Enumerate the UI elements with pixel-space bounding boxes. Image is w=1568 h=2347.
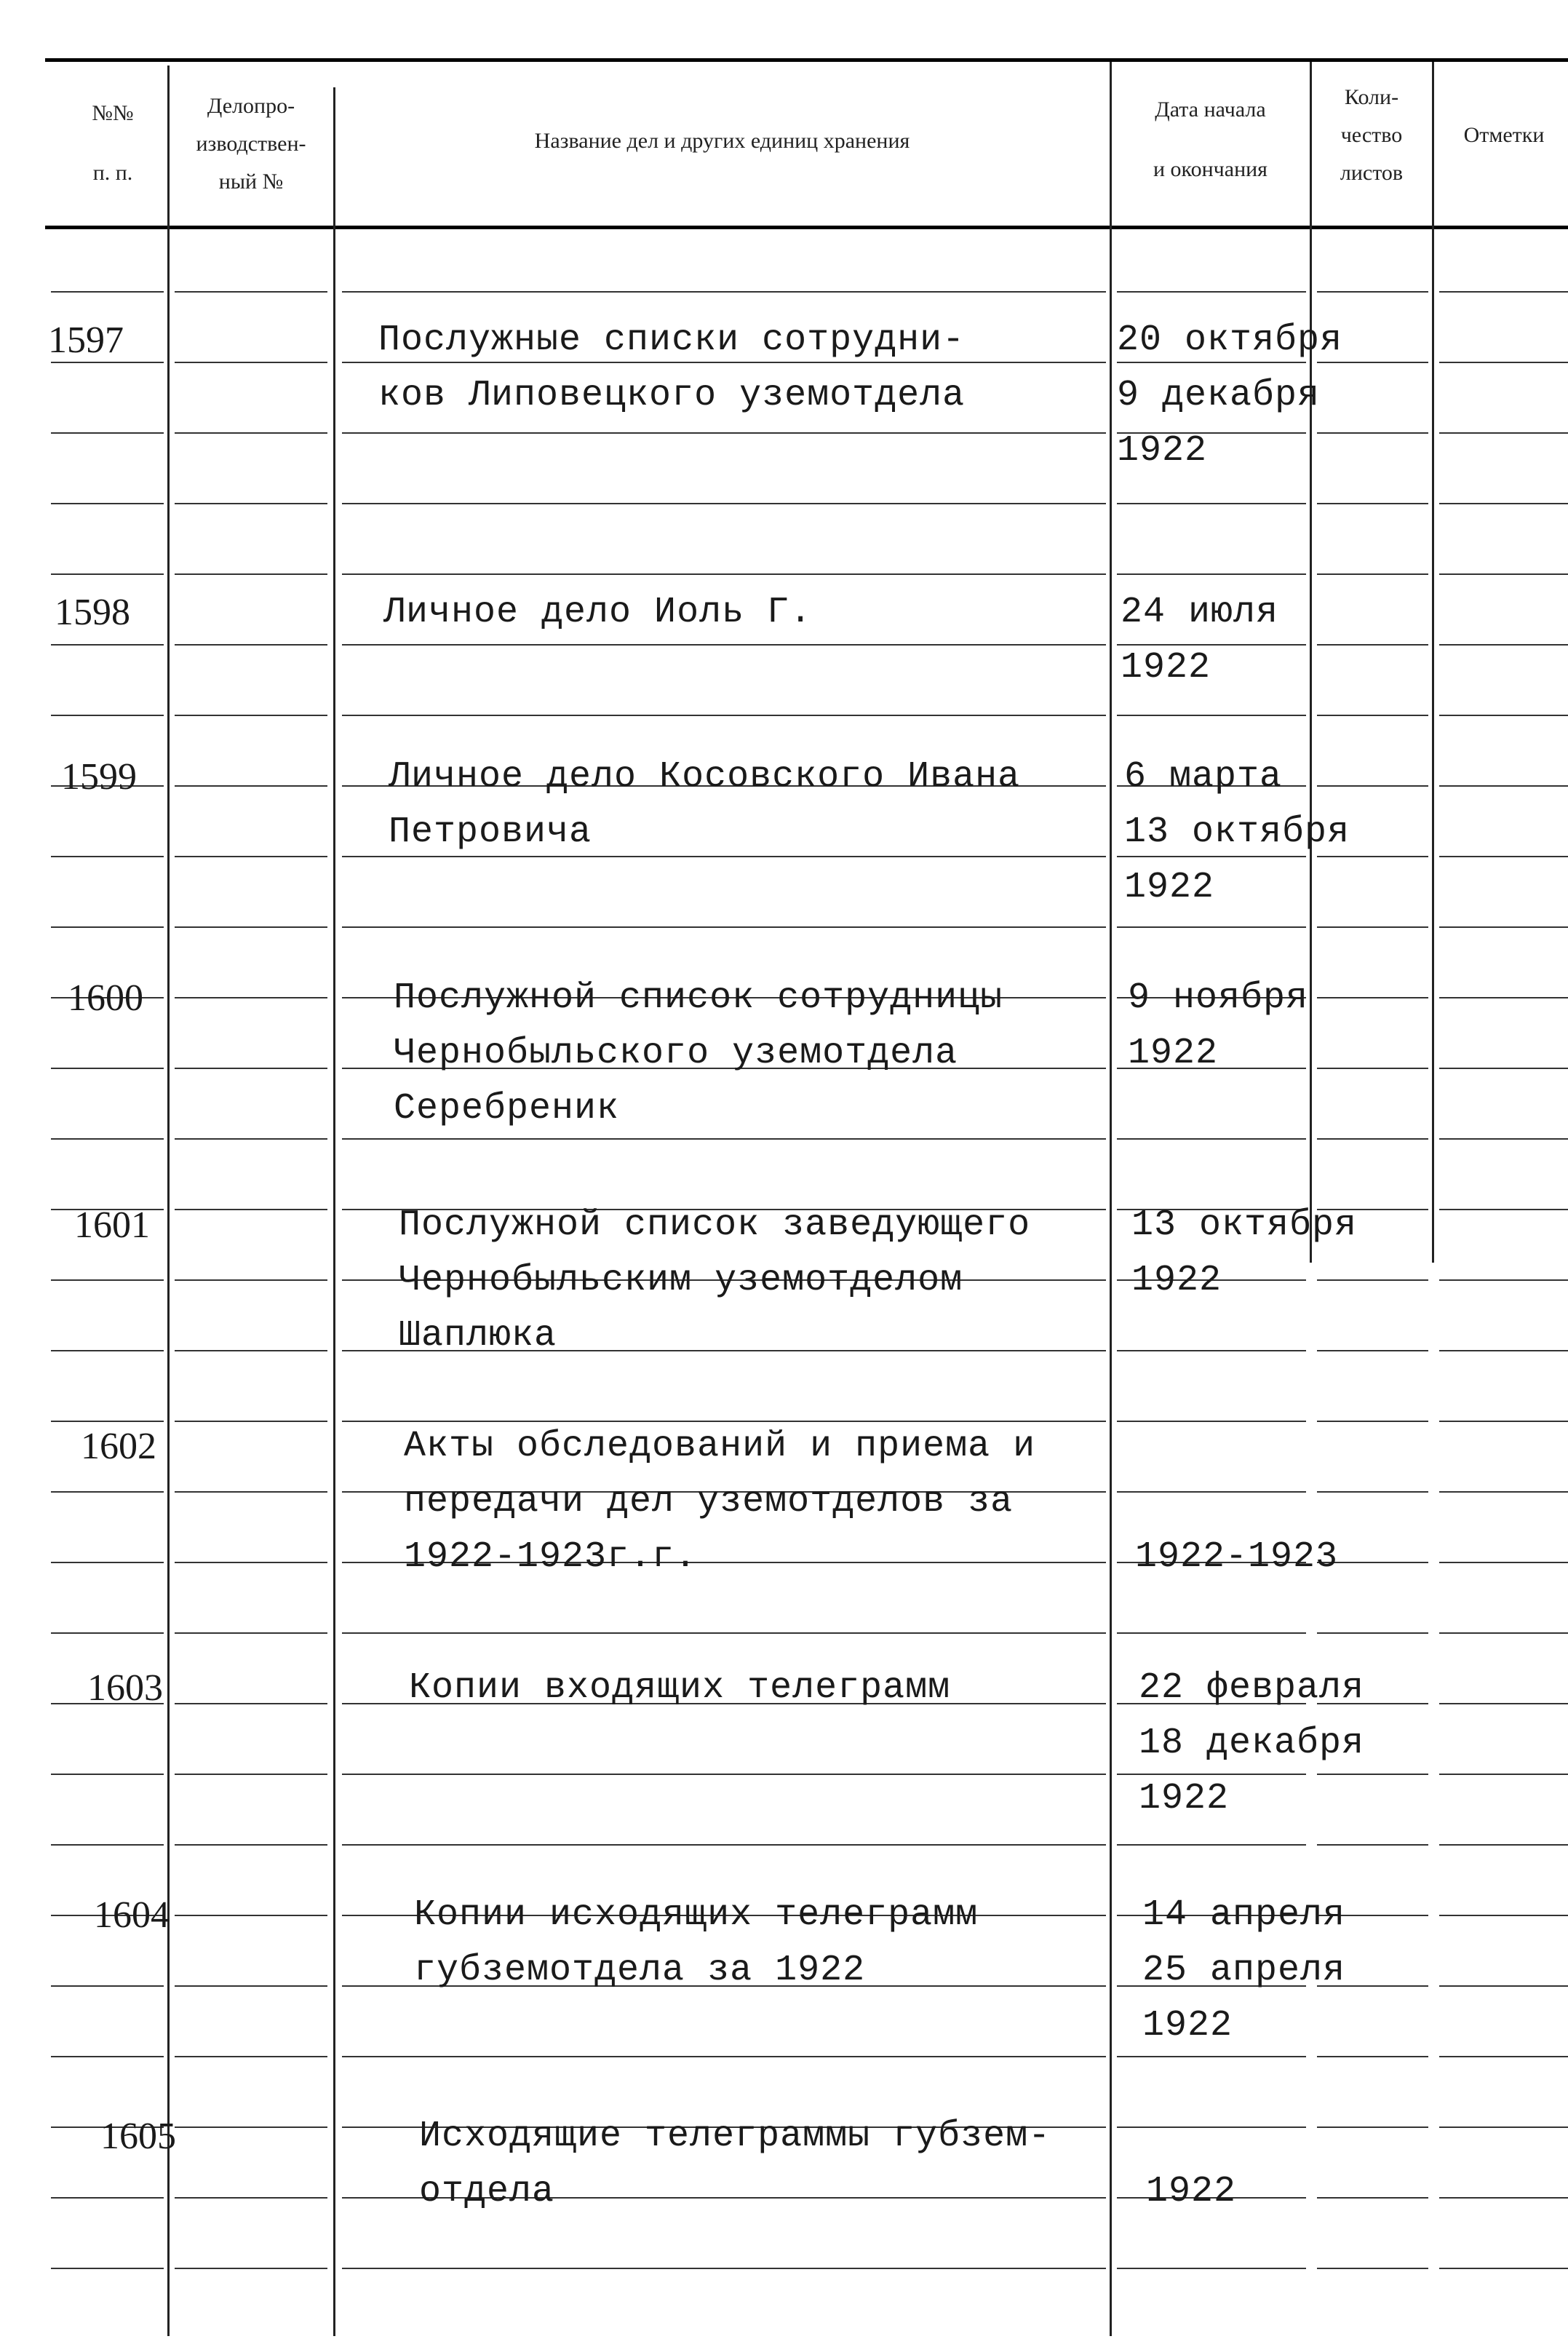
header-sheets	[1311, 79, 1432, 192]
ruled-line	[1439, 1138, 1568, 1140]
header-dates-line: Дата начала	[1155, 98, 1266, 122]
header-top-rule	[45, 58, 1568, 62]
ruled-line	[175, 1491, 327, 1493]
ruled-line	[175, 715, 327, 716]
ruled-line	[175, 1279, 327, 1281]
header-dates-line: и окончания	[1153, 157, 1267, 181]
ruled-line	[51, 1279, 164, 1281]
ruled-line	[51, 926, 164, 928]
ruled-line	[342, 926, 1106, 928]
header-sheets-line: чество	[1340, 123, 1403, 147]
ruled-line	[1317, 2197, 1428, 2199]
ruled-line	[1439, 1774, 1568, 1775]
entry-date-line: 13 октября	[1131, 1204, 1358, 1246]
entry-title-line: 1922-1923г.г.	[404, 1536, 698, 1578]
ruled-line	[1117, 2056, 1306, 2057]
entry-number: 1604	[94, 1894, 170, 1936]
ruled-line	[1439, 926, 1568, 928]
ruled-line	[175, 1844, 327, 1846]
ruled-line	[1439, 1421, 1568, 1422]
ruled-line	[175, 291, 327, 293]
column-divider	[167, 65, 170, 2336]
ruled-line	[342, 1138, 1106, 1140]
entry-date-line: 18 декабря	[1139, 1723, 1365, 1764]
ruled-line	[175, 856, 327, 857]
ruled-line	[1439, 1703, 1568, 1704]
ruled-line	[1317, 2056, 1428, 2057]
entry-date-line: 1922-1923	[1135, 1536, 1339, 1578]
ruled-line	[175, 2126, 327, 2128]
entry-title-line: Серебреник	[394, 1088, 620, 1129]
entry-number: 1597	[48, 319, 124, 361]
column-divider	[1432, 62, 1434, 1263]
ruled-line	[1317, 1844, 1428, 1846]
ruled-line	[1439, 1985, 1568, 1987]
ruled-line	[51, 2197, 164, 2199]
ruled-line	[1439, 291, 1568, 293]
ruled-line	[1317, 1279, 1428, 1281]
header-number-line: п. п.	[92, 161, 133, 185]
ruled-line	[175, 1562, 327, 1563]
ruled-line	[51, 856, 164, 857]
ruled-line	[1117, 2268, 1306, 2269]
entry-date-line: 9 декабря	[1117, 375, 1321, 416]
entry-title-line: Петровича	[389, 811, 592, 853]
entry-title-line: Чернобыльским уземотделом	[399, 1260, 963, 1301]
ruled-line	[175, 785, 327, 787]
entry-date-line: 22 февраля	[1139, 1667, 1365, 1709]
ruled-line	[1117, 1632, 1306, 1634]
column-divider	[1310, 62, 1312, 1263]
entry-title-line: Личное дело Иоль Г.	[383, 592, 813, 633]
ruled-line	[175, 1985, 327, 1987]
ruled-line	[1117, 715, 1306, 716]
ruled-line	[1117, 2126, 1306, 2128]
entry-title-line: Послужные списки сотрудни-	[378, 319, 966, 361]
ruled-line	[342, 291, 1106, 293]
ruled-line	[1317, 1491, 1428, 1493]
entry-date-line: 1922	[1131, 1260, 1222, 1301]
header-sheets-line: Коли-	[1344, 85, 1399, 109]
ruled-line	[51, 715, 164, 716]
ruled-line	[1439, 1915, 1568, 1916]
entry-date-line: 1922	[1142, 2005, 1233, 2046]
ruled-line	[175, 926, 327, 928]
ruled-line	[175, 1350, 327, 1351]
header-number	[58, 95, 167, 192]
ruled-line	[175, 2197, 327, 2199]
entry-date-line: 1922	[1128, 1033, 1219, 1074]
ruled-line	[175, 1915, 327, 1916]
header-notes: Отметки	[1463, 123, 1545, 147]
ruled-line	[1317, 715, 1428, 716]
ruled-line	[175, 1209, 327, 1210]
ruled-line	[1117, 573, 1306, 575]
ruled-line	[1439, 2126, 1568, 2128]
ruled-line	[175, 1138, 327, 1140]
ruled-line	[175, 362, 327, 363]
header-office-line: Делопро-	[207, 94, 295, 118]
ruled-line	[1317, 573, 1428, 575]
ruled-line	[175, 1421, 327, 1422]
entry-number: 1603	[87, 1667, 163, 1709]
header-office-line: ный №	[218, 170, 284, 194]
entry-title-line: Копии исходящих телеграмм	[414, 1894, 979, 1936]
ruled-line	[1439, 785, 1568, 787]
ruled-line	[1117, 1421, 1306, 1422]
ruled-line	[51, 1844, 164, 1846]
ruled-line	[1117, 1350, 1306, 1351]
ruled-line	[1439, 1844, 1568, 1846]
ruled-line	[1317, 997, 1428, 998]
ruled-line	[1117, 1844, 1306, 1846]
ruled-line	[342, 1774, 1106, 1775]
ruled-line	[342, 644, 1106, 646]
ruled-line	[1317, 2126, 1428, 2128]
ruled-line	[175, 1703, 327, 1704]
ruled-line	[1317, 432, 1428, 434]
ruled-line	[1117, 291, 1306, 293]
entry-date-line: 20 октября	[1117, 319, 1343, 361]
ruled-line	[342, 432, 1106, 434]
ruled-line	[342, 573, 1106, 575]
ruled-line	[1439, 1350, 1568, 1351]
entry-title-line: передачи дел уземотделов за	[404, 1481, 1014, 1522]
entry-number: 1605	[100, 2116, 176, 2157]
header-title: Название дел и других единиц хранения	[534, 129, 910, 153]
entry-number: 1602	[81, 1426, 156, 1467]
ruled-line	[51, 1350, 164, 1351]
entry-title-line: Акты обследований и приема и	[404, 1426, 1036, 1467]
entry-number: 1600	[68, 977, 143, 1019]
ruled-line	[342, 2056, 1106, 2057]
ruled-line	[175, 503, 327, 504]
entry-date-line: 1922	[1124, 867, 1215, 908]
ruled-line	[1317, 2268, 1428, 2269]
ruled-line	[1317, 1138, 1428, 1140]
entry-date-line: 14 апреля	[1142, 1894, 1346, 1936]
ruled-line	[175, 997, 327, 998]
entry-date-line: 9 ноября	[1128, 977, 1309, 1019]
ruled-line	[1439, 1632, 1568, 1634]
ruled-line	[1439, 573, 1568, 575]
entry-title-line: Исходящие телеграммы губзем-	[419, 2116, 1051, 2157]
ruled-line	[1317, 1421, 1428, 1422]
entry-title-line: Копии входящих телеграмм	[409, 1667, 951, 1709]
header-bottom-rule	[45, 226, 1568, 229]
ruled-line	[1317, 926, 1428, 928]
ruled-line	[175, 1774, 327, 1775]
ruled-line	[51, 1491, 164, 1493]
ruled-line	[1439, 1279, 1568, 1281]
entry-date-line: 24 июля	[1121, 592, 1279, 633]
entry-title-line: отдела	[419, 2171, 555, 2212]
entry-number: 1601	[74, 1204, 150, 1246]
entry-date-line: 25 апреля	[1142, 1950, 1346, 1991]
entry-date-line: 1922	[1139, 1778, 1230, 1819]
entry-title-line: губземотдела за 1922	[414, 1950, 866, 1991]
ruled-line	[1317, 1774, 1428, 1775]
ruled-line	[1439, 2268, 1568, 2269]
ruled-line	[51, 291, 164, 293]
ruled-line	[1317, 291, 1428, 293]
ruled-line	[1317, 1632, 1428, 1634]
ruled-line	[175, 573, 327, 575]
header-sheets-line: листов	[1340, 161, 1404, 185]
entry-title-line: Чернобыльского уземотдела	[394, 1033, 958, 1074]
ruled-line	[1439, 644, 1568, 646]
ruled-line	[51, 1632, 164, 1634]
ruled-line	[51, 2056, 164, 2057]
ruled-line	[342, 2268, 1106, 2269]
ruled-line	[1117, 503, 1306, 504]
ruled-line	[1439, 997, 1568, 998]
entry-number: 1598	[55, 592, 130, 633]
ruled-line	[51, 503, 164, 504]
header-office-number	[169, 87, 333, 201]
ruled-line	[1439, 362, 1568, 363]
ruled-line	[1317, 785, 1428, 787]
entry-number: 1599	[61, 756, 137, 798]
ruled-line	[51, 432, 164, 434]
ruled-line	[1439, 2197, 1568, 2199]
ruled-line	[1439, 1491, 1568, 1493]
header-office-line: изводствен-	[196, 132, 306, 156]
ruled-line	[342, 503, 1106, 504]
ruled-line	[175, 1068, 327, 1069]
entry-title-line: Личное дело Косовского Ивана	[389, 756, 1021, 798]
entry-title-line: Послужной список сотрудницы	[394, 977, 1003, 1019]
ruled-line	[175, 2056, 327, 2057]
column-divider	[333, 87, 335, 2336]
ruled-line	[1317, 1068, 1428, 1069]
ruled-line	[1439, 2056, 1568, 2057]
ruled-line	[51, 1774, 164, 1775]
ruled-line	[51, 644, 164, 646]
ruled-line	[51, 2268, 164, 2269]
ruled-line	[342, 1844, 1106, 1846]
ruled-line	[51, 573, 164, 575]
ruled-line	[1117, 926, 1306, 928]
ruled-line	[51, 1421, 164, 1422]
entry-date-line: 1922	[1117, 430, 1208, 472]
ruled-line	[51, 1138, 164, 1140]
ruled-line	[1439, 1068, 1568, 1069]
ruled-line	[51, 1562, 164, 1563]
ruled-line	[1439, 715, 1568, 716]
ruled-line	[1439, 856, 1568, 857]
ruled-line	[1317, 503, 1428, 504]
header-number-line: №№	[92, 101, 134, 125]
ruled-line	[175, 2268, 327, 2269]
ruled-line	[1117, 1491, 1306, 1493]
entry-title-line: Шаплюка	[399, 1315, 557, 1357]
entry-date-line: 13 октября	[1124, 811, 1350, 853]
entry-date-line: 1922	[1121, 647, 1211, 688]
ruled-line	[1317, 644, 1428, 646]
ruled-line	[175, 1632, 327, 1634]
ruled-line	[1117, 1138, 1306, 1140]
ruled-line	[342, 715, 1106, 716]
ruled-line	[1439, 503, 1568, 504]
ruled-line	[51, 362, 164, 363]
entry-date-line: 6 марта	[1124, 756, 1283, 798]
ruled-line	[175, 432, 327, 434]
ruled-line	[175, 644, 327, 646]
ruled-line	[51, 1068, 164, 1069]
ruled-line	[342, 1632, 1106, 1634]
ruled-line	[1317, 1350, 1428, 1351]
column-divider	[1110, 62, 1112, 2336]
ruled-line	[51, 1985, 164, 1987]
header-dates	[1111, 91, 1310, 188]
entry-title-line: Послужной список заведующего	[399, 1204, 1031, 1246]
ruled-line	[1439, 1209, 1568, 1210]
entry-date-line: 1922	[1146, 2171, 1237, 2212]
ruled-line	[1439, 1562, 1568, 1563]
entry-title-line: ков Липовецкого уземотдела	[378, 375, 966, 416]
ruled-line	[1439, 432, 1568, 434]
